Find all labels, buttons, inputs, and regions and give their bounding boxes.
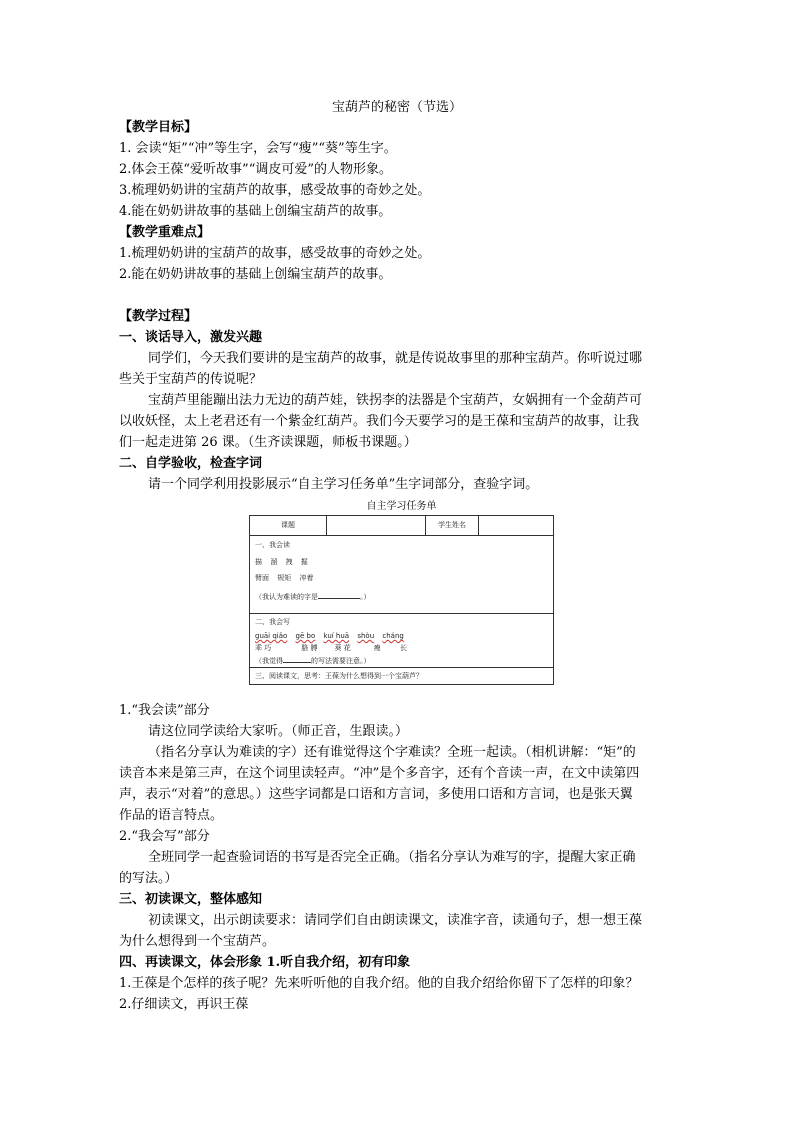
key-item: 2.能在奶奶讲故事的基础上创编宝葫芦的故事。 [119,267,392,282]
write-chars-row [255,643,413,653]
fill-blank [318,591,360,599]
paragraph-line: 作品的语言特点。 [119,808,224,823]
goal-item: 4.能在奶奶讲故事的基础上创编宝葫芦的故事。 [119,204,392,219]
write-note-end: 的写法需要注意。） [311,657,371,665]
paragraph-line: 声，表示“对着”的意思。）这些字词都是口语和方言词，多使用口语和方言词，也是张天翼 [119,787,633,802]
paragraph-line: （指名分享认为难读的字）还有谁觉得这个字难读？全班一起读。（相机讲解：“矩”的 [148,745,636,760]
paragraph-line: 宝葫芦里能蹦出法力无边的葫芦娃，铁拐李的法器是个宝葫芦，女娲拥有一个金葫芦可 [148,393,643,408]
goal-item: 2.体会王葆“爱听故事”“调皮可爱”的人物形象。 [119,162,392,177]
section-read [250,535,553,614]
write-chars: 瘦 [373,644,381,652]
pinyin: guāi qiǎo [255,632,288,640]
task-sheet-title: 自主学习任务单 [366,501,437,512]
read-word: 规矩 [277,574,292,582]
question-text: 三、阅读课文，思考：王葆为什么想得到一个宝葫芦？ [255,672,423,680]
paragraph-line: 些关于宝葫芦的传说呢？ [119,372,263,387]
pinyin: shòu [357,632,375,640]
pinyin-row [255,631,410,641]
subsection-read-title: 1.“我会读”部分 [119,703,210,718]
section-write [250,613,553,668]
paragraph-line: 请一个同学利用投影展示“自主学习任务单”生字词部分，查验字词。 [148,477,539,492]
paragraph-line: 初读课文，出示朗读要求：请同学们自由朗读课文，读准字音，读通句子，想一想王葆 [148,913,643,928]
write-note-text: （我觉得 [255,657,283,665]
paragraph-line: 1.王葆是个怎样的孩子呢？先来听听他的自我介绍。他的自我介绍给你留下了怎样的印象？ [119,976,639,991]
paragraph-line: 以收妖怪，太上老君还有一个紫金红葫芦。我们今天要学习的是王葆和宝葫芦的故事，让我 [119,414,640,429]
write-chars: 葵 花 [334,644,351,652]
write-chars: 乖 巧 [255,644,272,652]
heading-goals: 【教学目标】 [119,120,198,135]
fill-blank [283,655,311,663]
read-word: 溜 [270,558,278,566]
section-4-title: 四、再读课文，体会形象 1.听自我介绍，初有印象 [119,955,411,970]
read-note [255,591,371,602]
paragraph-line: 全班同学一起查验词语的书写是否完全正确。（指名分享认为难写的字，提醒大家正确 [148,850,636,865]
task-sheet-header-row [250,516,553,536]
topic-value-cell [327,516,426,535]
write-chars: 长 [399,644,407,652]
section-read-title: 一、我会读 [255,541,290,549]
read-word: 描 [255,558,262,566]
pinyin: kuí huā [323,632,350,640]
paragraph-line: 读音本来是第三声，在这个词里读轻声。“冲”是个多音字，还有个音读一声，在文中读第四 [119,766,640,781]
read-words-row-2 [255,573,319,583]
heading-process: 【教学过程】 [119,309,198,324]
task-sheet-table [249,515,554,685]
header-student-name: 学生姓名 [426,516,479,535]
goal-item: 3.梳理奶奶讲的宝葫芦的故事，感受故事的奇妙之处。 [119,183,431,198]
header-topic: 课题 [250,516,327,535]
section-3-title: 三、初读课文，整体感知 [119,892,263,907]
key-item: 1.梳理奶奶讲的宝葫芦的故事，感受故事的奇妙之处。 [119,246,431,261]
read-words-row-1 [255,557,314,567]
heading-key-points: 【教学重难点】 [119,225,211,240]
paragraph-line: 2.仔细读文，再识王葆 [119,997,249,1012]
read-word: 拽 [285,558,293,566]
section-2-title: 二、自学验收，检查字词 [119,456,263,471]
paragraph-line: 请这位同学读给大家听。（师正音，生跟读。） [148,724,409,739]
section-question [250,667,553,684]
read-word: 冲着 [299,574,314,582]
paragraph-line: 同学们，今天我们要讲的是宝葫芦的故事，就是传说故事里的那种宝葫芦。你听说过哪 [148,351,643,366]
write-chars: 胳 膊 [301,644,318,652]
subsection-write-title: 2.“我会写”部分 [119,829,210,844]
read-word: 臂面 [255,574,269,582]
paragraph-line: 为什么想得到一个宝葫芦。 [119,934,276,949]
write-note [255,655,371,666]
read-note-text: （我认为难读的字是 [255,593,318,601]
pinyin: cháng [382,632,404,640]
doc-title: 宝葫芦的秘密（节选） [331,100,462,115]
goal-item: 1. 会读“矩”“冲”等生字，会写“瘦”“葵”等生字。 [119,141,397,156]
paragraph-line: 们一起走进第 26 课。（生齐读课题，师板书课题。） [119,435,417,450]
pinyin: gē bo [295,632,316,640]
section-1-title: 一、谈话导入，激发兴趣 [119,330,263,345]
paragraph-line: 的写法。） [119,871,178,886]
section-write-title: 二、我会写 [255,618,290,626]
read-note-end: 。） [360,593,371,601]
read-word: 掘 [300,558,308,566]
